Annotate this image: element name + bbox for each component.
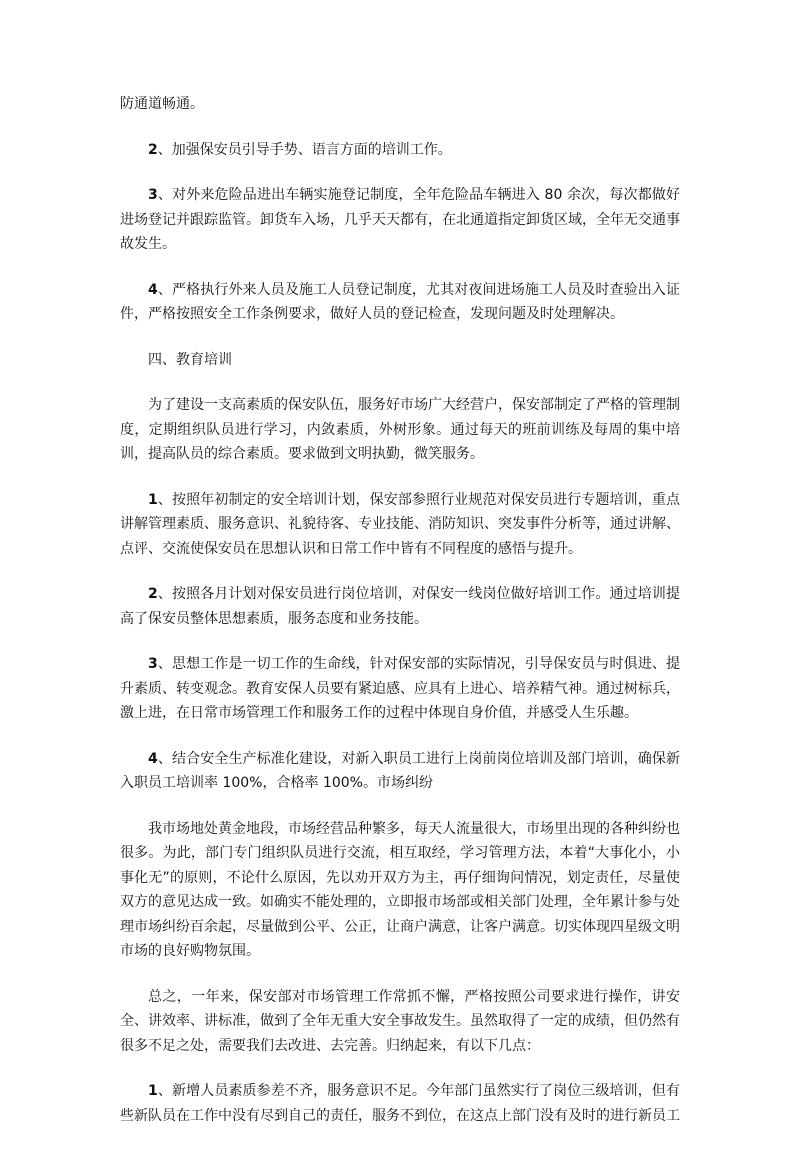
paragraph-training-item-1: 1、按照年初制定的安全培训计划，保安部参照行业规范对保安员进行专题培训，重点讲解管理素质、服务意识、礼貌待客、专业技能、消防知识、突发事件分析等，通过讲解、点评、交流使保安员在思想认识和日常工作中皆有不同程度的感悟与提升。 bbox=[120, 491, 680, 557]
section-heading-education-training: 四、教育培训 bbox=[148, 351, 232, 368]
paragraph-item-3-hazard-vehicles: 3、对外来危险品进出车辆实施登记制度，全年危险品车辆进入 80 余次，每次都做好进场登记并跟踪监管。卸货车入场，几乎天天都有，在北通道指定卸货区域，全年无交通事故发生。 bbox=[120, 187, 680, 252]
paragraph-item-4-visitor-registration: 4、严格执行外来人员及施工人员登记制度，尤其对夜间进场施工人员及时查验出入证件，严格按照安全工作条例要求，做好人员的登记检查，发现问题及时处理解决。 bbox=[120, 281, 680, 322]
paragraph-training-item-2: 2、按照各月计划对保安员进行岗位培训，对保安一线岗位做好培训工作。通过培训提高了保安员整体思想素质，服务态度和业务技能。 bbox=[120, 586, 680, 627]
paragraph-fire-passage: 防通道畅通。 bbox=[120, 96, 204, 112]
paragraph-training-item-4: 4、结合安全生产标准化建设，对新入职员工进行上岗前岗位培训及部门培训，确保新入职员工培训率 100%，合格率 100%。市场纠纷 bbox=[120, 750, 680, 791]
paragraph-shortcoming-item-1: 1、新增人员素质参差不齐，服务意识不足。今年部门虽然实行了岗位三级培训，但有些新队员在工作中没有尽到自己的责任，服务不到位，在这点上部门没有及时的进行新员工 bbox=[120, 1083, 680, 1124]
paragraph-item-2-training: 2、加强保安员引导手势、语言方面的培训工作。 bbox=[148, 141, 452, 158]
paragraph-training-item-3: 3、思想工作是一切工作的生命线，针对保安部的实际情况，引导保安员与时俱进、提升素质、转变观念。教育安保人员要有紧迫感、应具有上进心、培养精气神。通过树标兵，激上进，在日常市场管理工作和服务工作的过程中体现自身价值，并感受人生乐趣。 bbox=[120, 656, 680, 721]
document-page bbox=[120, 92, 680, 1149]
paragraph-training-intro: 为了建设一支高素质的保安队伍，服务好市场广大经营户，保安部制定了严格的管理制度，定期组织队员进行学习，内敛素质，外树形象。通过每天的班前训练及每周的集中培训，提高队员的综合素质。要求做到文明执勤，微笑服务。 bbox=[120, 397, 680, 462]
paragraph-market-disputes: 我市场地处黄金地段，市场经营品种繁多，每天人流量很大，市场里出现的各种纠纷也很多。为此，部门专门组织队员进行交流，相互取经，学习管理方法，本着“大事化小，小事化无”的原则，不论什么原因，先以劝开双方为主，再仔细询问情况，划定责任，尽量使双方的意见达成一致。如确实不能处理的，立即报市场部或相关部门处理，全年累计参与处理市场纠纷百余起，尽量做到公平、公正，让商户满意，让客户满意。切实体现四星级文明市场的良好购物氛围。 bbox=[120, 820, 680, 959]
paragraph-summary: 总之，一年来，保安部对市场管理工作常抓不懈，严格按照公司要求进行操作，讲安全、讲效率、讲标准，做到了全年无重大安全事故发生。虽然取得了一定的成绩，但仍然有很多不足之处，需要我们去改进、去完善。归纳起来，有以下几点： bbox=[120, 988, 680, 1054]
